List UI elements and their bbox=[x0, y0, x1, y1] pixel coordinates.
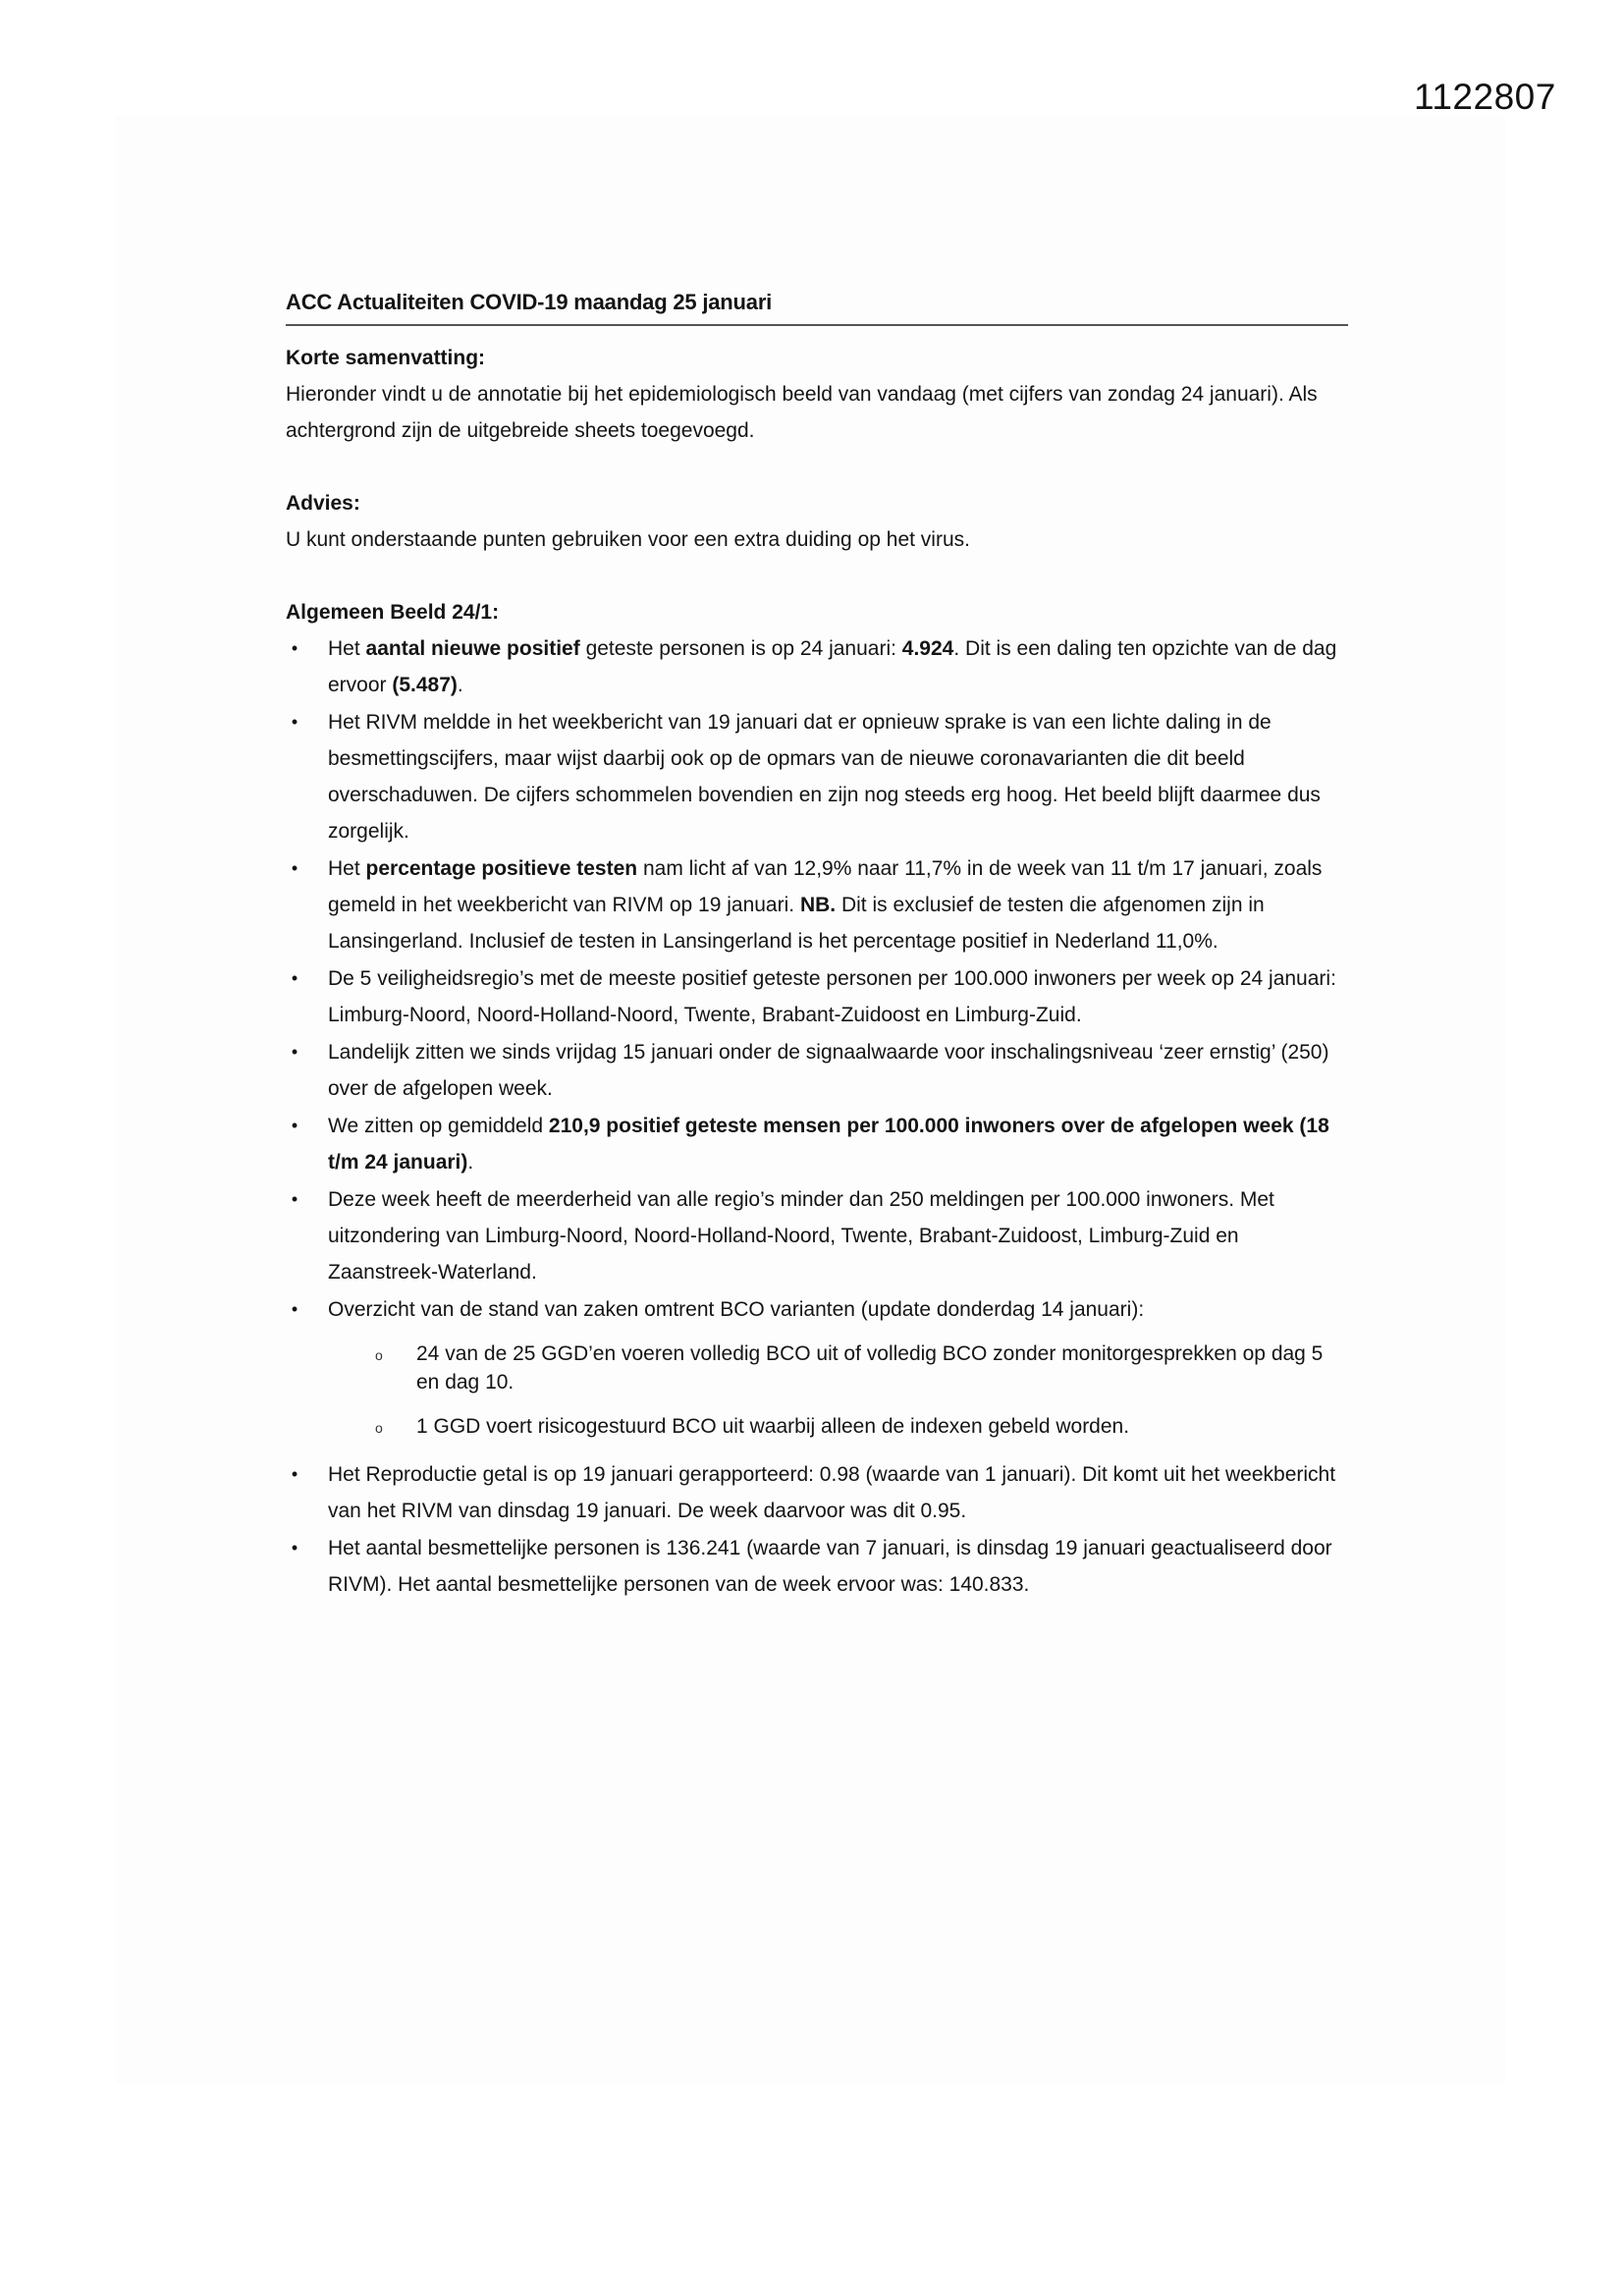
bullet-text bbox=[328, 1041, 1328, 1100]
overview-bullet-list bbox=[286, 630, 1348, 1603]
bullet-text bbox=[328, 637, 1336, 696]
bullet-item bbox=[286, 1108, 1348, 1180]
bullet-icon: • bbox=[291, 858, 298, 878]
bullet-text bbox=[328, 1463, 1335, 1522]
text-run: De 5 veiligheidsregio’s met de meeste positief geteste personen per 100.000 inwoners per week op 24 januari: Limburg-Noord, Noord-Holland-Noord, Twente, Brabant-Zuidoost en Limburg-Zuid. bbox=[328, 967, 1336, 1026]
bullet-icon: • bbox=[291, 1299, 298, 1319]
text-run: Overzicht van de stand van zaken omtrent BCO varianten (update donderdag 14 januari): bbox=[328, 1298, 1145, 1321]
bullet-icon: • bbox=[291, 1042, 298, 1062]
text-run: Het bbox=[328, 857, 366, 880]
bullet-icon: • bbox=[291, 1538, 298, 1558]
spacer bbox=[286, 449, 1348, 485]
bold-text: 4.924 bbox=[901, 637, 954, 660]
bullet-icon: • bbox=[291, 638, 298, 658]
bullet-text bbox=[328, 1298, 1144, 1321]
text-run: nam licht af van 12,9% naar 11,7% in de week van 11 t/m 17 januari, zoals gemeld in het weekbericht van RIVM op 19 januari. bbox=[328, 857, 1323, 916]
advice-section bbox=[286, 485, 1348, 558]
overview-heading: Algemeen Beeld 24/1: bbox=[286, 601, 500, 624]
circle-bullet-icon: o bbox=[375, 1347, 383, 1363]
bold-text: NB. bbox=[799, 894, 837, 916]
bullet-item bbox=[286, 630, 1348, 703]
sub-bullet-text: 1 GGD voert risicogestuurd BCO uit waarbij alleen de indexen gebeld worden. bbox=[416, 1415, 1130, 1438]
document-title: ACC Actualiteiten COVID-19 maandag 25 januari bbox=[286, 285, 1348, 326]
bold-text: (5.487) bbox=[392, 674, 458, 696]
sub-bullet-list bbox=[328, 1339, 1348, 1441]
circle-bullet-icon: o bbox=[375, 1420, 383, 1436]
bullet-text bbox=[328, 967, 1336, 1026]
text-run: We zitten op gemiddeld bbox=[328, 1115, 549, 1137]
text-run: geteste personen is op 24 januari: bbox=[579, 637, 902, 660]
text-run: Dit is exclusief de testen die afgenomen zijn in Lansingerland. Inclusief de testen in Lansingerland is het percentage positief in Nederland 11,0%. bbox=[328, 894, 1265, 953]
advice-text: U kunt onderstaande punten gebruiken voor een extra duiding op het virus. bbox=[286, 528, 970, 551]
document-body bbox=[286, 285, 1348, 1604]
sub-bullet-text: 24 van de 25 GGD’en voeren volledig BCO uit of volledig BCO zonder monitorgesprekken op dag 5 en dag 10. bbox=[416, 1342, 1324, 1394]
bullet-item bbox=[286, 1530, 1348, 1603]
bullet-text bbox=[328, 711, 1321, 843]
bullet-icon: • bbox=[291, 712, 298, 732]
bold-text: aantal nieuwe positief bbox=[365, 637, 580, 660]
bullet-item bbox=[286, 1456, 1348, 1529]
bullet-item bbox=[286, 960, 1348, 1033]
bullet-text bbox=[328, 1115, 1329, 1174]
bullet-item bbox=[286, 1034, 1348, 1107]
bold-text: 210,9 positief geteste mensen per 100.000 inwoners over de afgelopen week (18 t/m 24 januari) bbox=[328, 1115, 1329, 1174]
text-run: Deze week heeft de meerderheid van alle regio’s minder dan 250 meldingen per 100.000 inwoners. Met uitzondering van Limburg-Noord, Noord-Holland-Noord, Twente, Brabant-Zuidoost, Limburg-Zuid en Zaanstreek-Waterland. bbox=[328, 1188, 1274, 1284]
bullet-item bbox=[286, 704, 1348, 849]
spacer bbox=[286, 558, 1348, 594]
summary-heading: Korte samenvatting: bbox=[286, 347, 486, 369]
text-run: Het Reproductie getal is op 19 januari gerapporteerd: 0.98 (waarde van 1 januari). Dit komt uit het weekbericht van het RIVM van dinsdag 19 januari. De week daarvoor was dit 0.95. bbox=[328, 1463, 1336, 1522]
bullet-text bbox=[328, 1188, 1274, 1284]
sub-bullet-item bbox=[328, 1412, 1348, 1441]
text-run: Het aantal besmettelijke personen is 136.241 (waarde van 7 januari, is dinsdag 19 januari geactualiseerd door RIVM). Het aantal besmettelijke personen van de week ervoor was: 140.833. bbox=[328, 1537, 1332, 1596]
bullet-icon: • bbox=[291, 1464, 298, 1484]
advice-heading: Advies: bbox=[286, 492, 360, 515]
bullet-icon: • bbox=[291, 1189, 298, 1209]
bold-text: percentage positieve testen bbox=[365, 857, 638, 880]
text-run: . bbox=[457, 674, 463, 696]
document-number: 1122807 bbox=[1414, 77, 1556, 117]
text-run: Landelijk zitten we sinds vrijdag 15 januari onder de signaalwaarde voor inschalingsniveau ‘zeer ernstig’ (250) over de afgelopen week. bbox=[328, 1041, 1329, 1100]
text-run: Het bbox=[328, 637, 366, 660]
text-run: . Dit is een daling ten opzichte van de dag ervoor bbox=[328, 637, 1337, 696]
bullet-icon: • bbox=[291, 968, 298, 988]
summary-section bbox=[286, 340, 1348, 449]
summary-text: Hieronder vindt u de annotatie bij het epidemiologisch beeld van vandaag (met cijfers van zondag 24 januari). Als achtergrond zijn de uitgebreide sheets toegevoegd. bbox=[286, 383, 1318, 442]
text-run: Het RIVM meldde in het weekbericht van 19 januari dat er opnieuw sprake is van een lichte daling in de besmettingscijfers, maar wijst daarbij ook op de opmars van de nieuwe coronavarianten die dit beeld overschaduwen. De cijfers schommelen bovendien en zijn nog steeds erg hoog. Het beeld blijft daarmee dus zorgelijk. bbox=[328, 711, 1321, 843]
bullet-item bbox=[286, 1181, 1348, 1290]
overview-section bbox=[286, 594, 1348, 1603]
bullet-text bbox=[328, 1537, 1332, 1596]
text-run: . bbox=[467, 1151, 474, 1174]
bullet-item bbox=[286, 1291, 1348, 1441]
bullet-item bbox=[286, 850, 1348, 959]
bullet-text bbox=[328, 857, 1322, 953]
bullet-icon: • bbox=[291, 1116, 298, 1135]
sub-bullet-item bbox=[328, 1339, 1348, 1396]
